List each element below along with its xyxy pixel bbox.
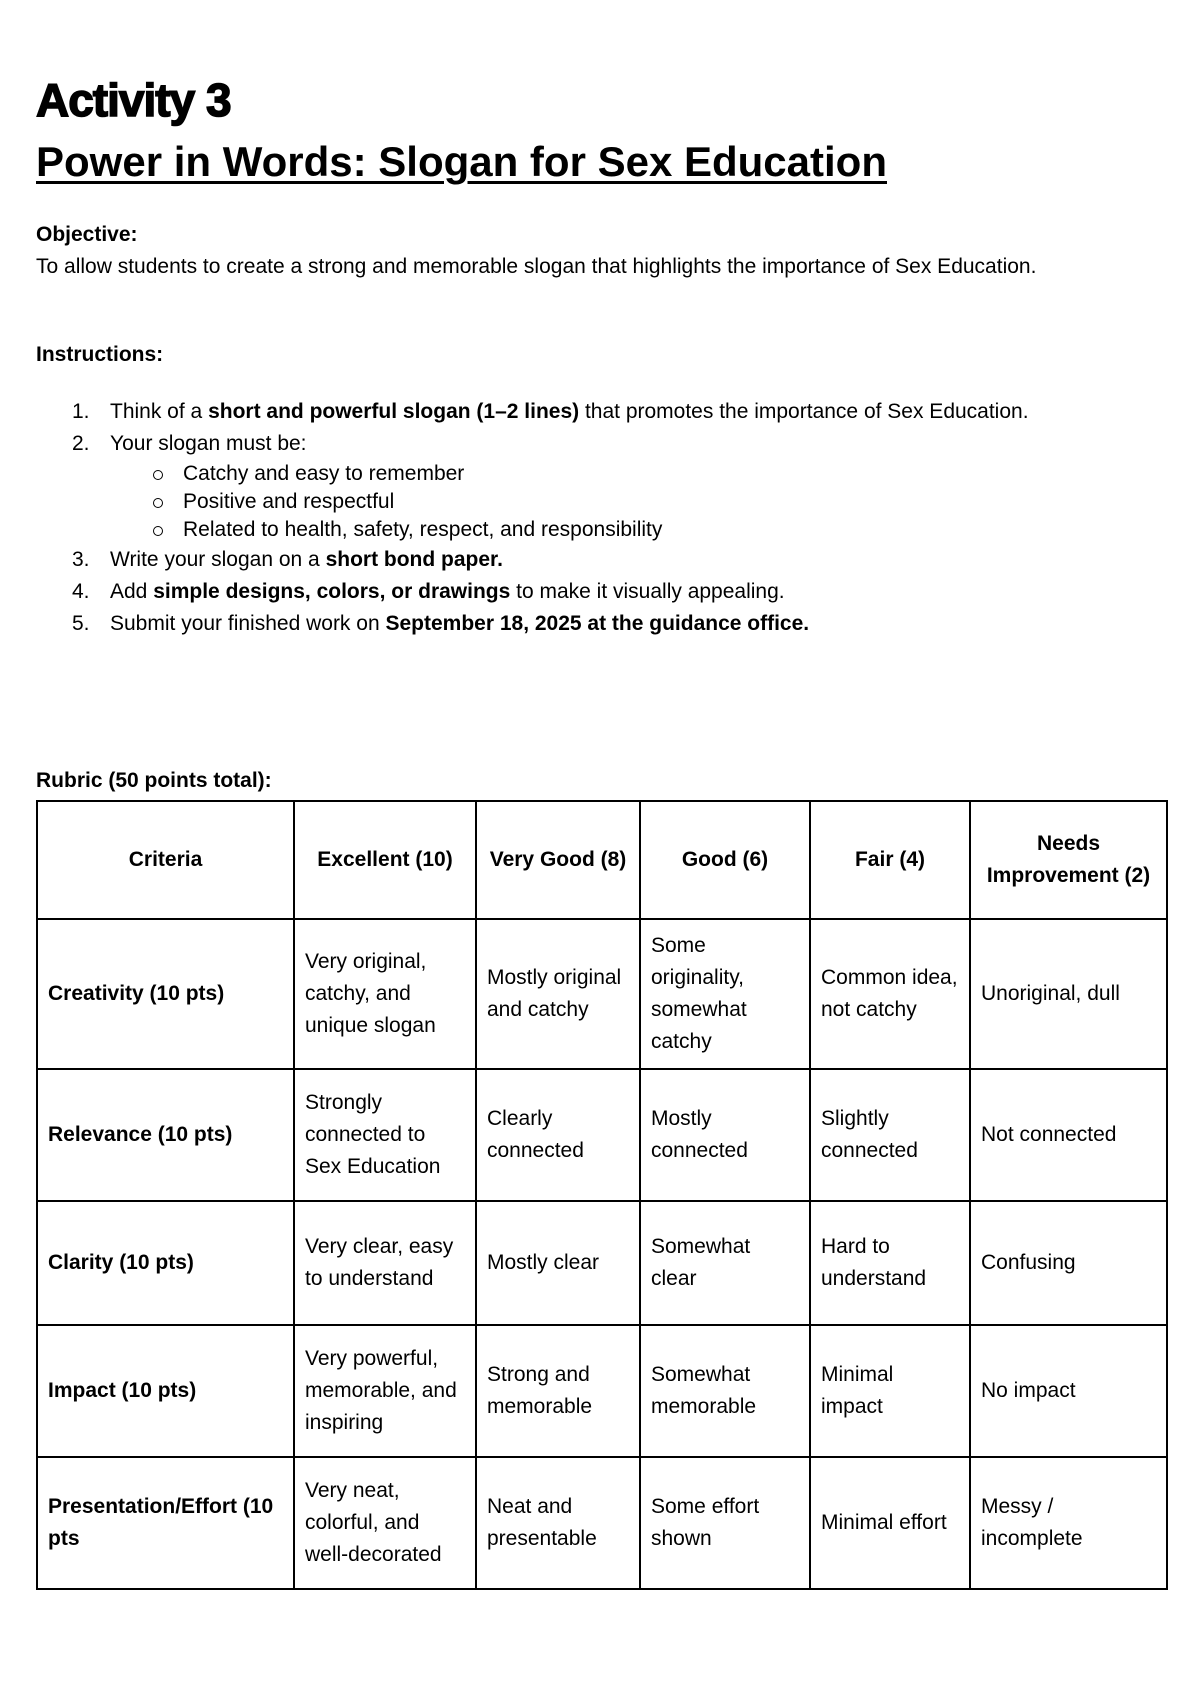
table-cell: Minimal effort: [810, 1457, 970, 1589]
instruction-step: [36, 396, 1136, 428]
step-number: 2.: [72, 432, 90, 455]
table-cell: Very powerful, memorable, and inspiring: [294, 1325, 476, 1457]
step-number: 5.: [72, 612, 90, 635]
criteria-cell: Relevance (10 pts): [37, 1069, 294, 1201]
table-cell: No impact: [970, 1325, 1167, 1457]
document-title: Power in Words: Slogan for Sex Education: [36, 138, 887, 185]
rubric-label: Rubric (50 points total):: [36, 769, 272, 792]
criteria-cell: Clarity (10 pts): [37, 1201, 294, 1325]
table-cell: Hard to understand: [810, 1201, 970, 1325]
step-text: to make it visually appealing.: [510, 580, 785, 603]
table-cell: Very neat, colorful, and well-decorated: [294, 1457, 476, 1589]
criteria-cell: Presentation/Effort (10 pts: [37, 1457, 294, 1589]
table-row: [37, 919, 1167, 1069]
header-cell: Very Good (8): [476, 801, 640, 919]
table-cell: Mostly connected: [640, 1069, 810, 1201]
requirement-item: [110, 460, 1136, 488]
step-text: Add: [110, 580, 154, 603]
hollow-circle-bullet-icon: [153, 498, 163, 508]
table-cell: Neat and presentable: [476, 1457, 640, 1589]
table-row: [37, 1201, 1167, 1325]
header-cell: Criteria: [37, 801, 294, 919]
slogan-requirements-list: [110, 460, 1136, 544]
step-text: Write your slogan on a: [110, 548, 326, 571]
table-cell: Very original, catchy, and unique slogan: [294, 919, 476, 1069]
header-cell: Good (6): [640, 801, 810, 919]
header-cell: Fair (4): [810, 801, 970, 919]
header-cell: Excellent (10): [294, 801, 476, 919]
hollow-circle-bullet-icon: [153, 526, 163, 536]
hollow-circle-bullet-icon: [153, 470, 163, 480]
step-number: 1.: [72, 400, 90, 423]
instruction-step: [36, 544, 1136, 576]
table-cell: Somewhat memorable: [640, 1325, 810, 1457]
instructions-list: [36, 396, 1136, 640]
step-text-bold: simple designs, colors, or drawings: [153, 580, 511, 603]
step-text: Submit your finished work on: [110, 612, 386, 635]
table-cell: Not connected: [970, 1069, 1167, 1201]
step-text: that promotes the importance of Sex Education.: [579, 400, 1029, 423]
table-cell: Confusing: [970, 1201, 1167, 1325]
step-text-bold: September 18, 2025 at the guidance office.: [385, 612, 810, 635]
step-text: Think of a: [110, 400, 209, 423]
requirement-text: Positive and respectful: [183, 490, 395, 513]
table-cell: Mostly clear: [476, 1201, 640, 1325]
step-number: 4.: [72, 580, 90, 603]
criteria-cell: Impact (10 pts): [37, 1325, 294, 1457]
objective-label: Objective:: [36, 223, 138, 246]
table-cell: Mostly original and catchy: [476, 919, 640, 1069]
table-cell: Common idea, not catchy: [810, 919, 970, 1069]
header-cell: Needs Improvement (2): [970, 801, 1167, 919]
objective-text: To allow students to create a strong and memorable slogan that highlights the importance of Sex Education.: [36, 255, 1037, 278]
requirement-item: [110, 516, 1136, 544]
step-number: 3.: [72, 548, 90, 571]
rubric-table: [36, 800, 1168, 1590]
step-text: Your slogan must be:: [110, 432, 307, 455]
activity-title: Activity 3: [36, 74, 231, 126]
table-cell: Somewhat clear: [640, 1201, 810, 1325]
table-cell: Very clear, easy to understand: [294, 1201, 476, 1325]
requirement-text: Catchy and easy to remember: [183, 462, 465, 485]
requirement-item: [110, 488, 1136, 516]
instruction-step: [36, 428, 1136, 544]
table-row: [37, 1069, 1167, 1201]
table-cell: Strong and memorable: [476, 1325, 640, 1457]
table-cell: Clearly connected: [476, 1069, 640, 1201]
table-cell: Some effort shown: [640, 1457, 810, 1589]
table-row: [37, 1457, 1167, 1589]
step-text-bold: short bond paper.: [325, 548, 503, 571]
table-cell: Messy / incomplete: [970, 1457, 1167, 1589]
instruction-step: [36, 608, 1136, 640]
table-cell: Slightly connected: [810, 1069, 970, 1201]
instruction-step: [36, 576, 1136, 608]
requirement-text: Related to health, safety, respect, and responsibility: [183, 518, 663, 541]
table-row: [37, 1325, 1167, 1457]
table-header-row: [37, 801, 1167, 919]
instructions-label: Instructions:: [36, 343, 164, 366]
table-cell: Unoriginal, dull: [970, 919, 1167, 1069]
step-text-bold: short and powerful slogan (1–2 lines): [208, 400, 580, 423]
table-cell: Minimal impact: [810, 1325, 970, 1457]
table-cell: Strongly connected to Sex Education: [294, 1069, 476, 1201]
table-cell: Some originality, somewhat catchy: [640, 919, 810, 1069]
criteria-cell: Creativity (10 pts): [37, 919, 294, 1069]
